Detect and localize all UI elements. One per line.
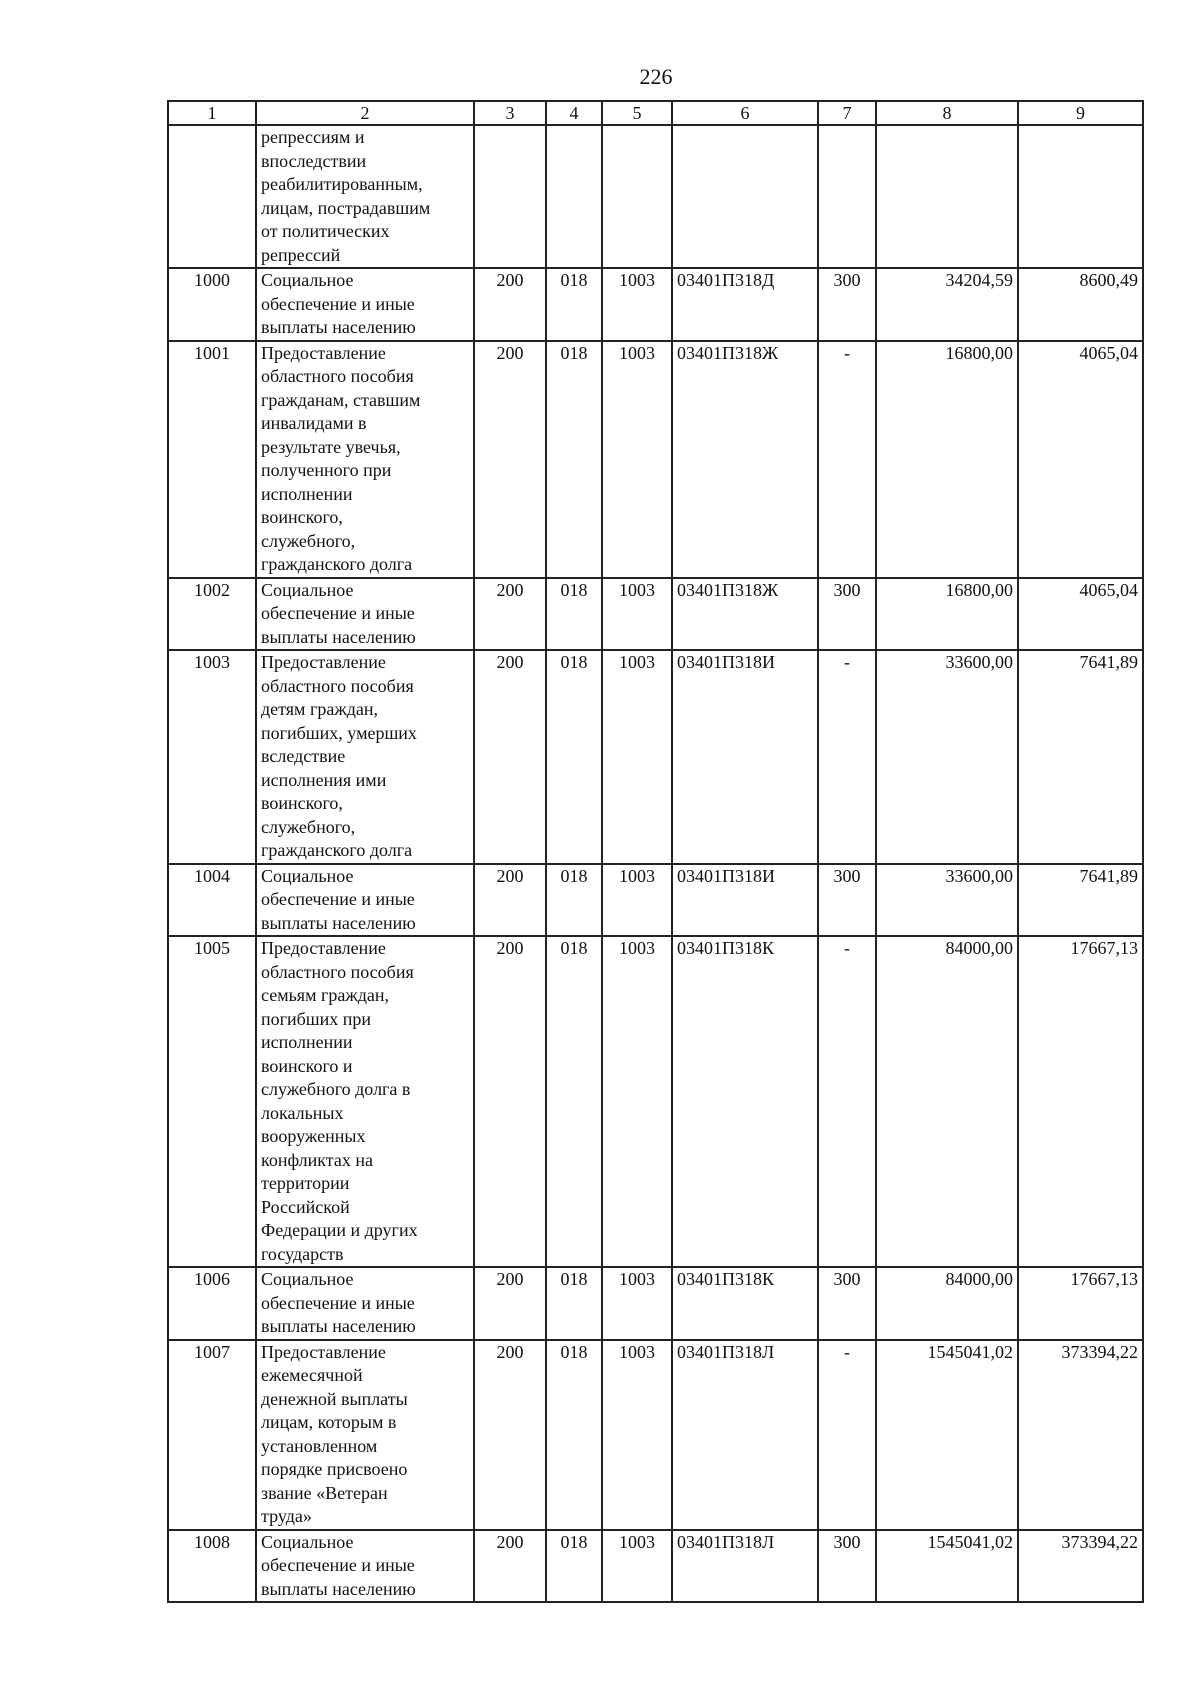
table-row — [168, 936, 1143, 1267]
amount-cell: 8600,49 — [1018, 268, 1143, 341]
row-number: 1008 — [168, 1530, 256, 1603]
row-number: 1002 — [168, 578, 256, 651]
column-header: 5 — [602, 101, 672, 125]
column-header: 7 — [818, 101, 876, 125]
row-number: 1007 — [168, 1340, 256, 1530]
code-cell: 200 — [474, 864, 546, 937]
amount-cell: 373394,22 — [1018, 1530, 1143, 1603]
row-number: 1005 — [168, 936, 256, 1267]
target-code-cell: 03401П318Ж — [672, 578, 818, 651]
code-cell: 200 — [474, 936, 546, 1267]
code-cell: 018 — [546, 268, 602, 341]
code-cell: 1003 — [602, 268, 672, 341]
code-cell: 200 — [474, 341, 546, 578]
column-header: 6 — [672, 101, 818, 125]
amount-cell: 373394,22 — [1018, 1340, 1143, 1530]
amount-cell: 84000,00 — [876, 1267, 1018, 1340]
code-cell: 018 — [546, 1340, 602, 1530]
table-row — [168, 1267, 1143, 1340]
target-code-cell: 03401П318И — [672, 864, 818, 937]
expense-type-cell: - — [818, 650, 876, 864]
code-cell: 1003 — [602, 578, 672, 651]
code-cell: 200 — [474, 1340, 546, 1530]
amount-cell — [876, 125, 1018, 268]
column-header: 3 — [474, 101, 546, 125]
amount-cell: 1545041,02 — [876, 1530, 1018, 1603]
code-cell: 018 — [546, 578, 602, 651]
code-cell: 018 — [546, 1267, 602, 1340]
code-cell: 200 — [474, 268, 546, 341]
code-cell: 1003 — [602, 1267, 672, 1340]
amount-cell: 16800,00 — [876, 578, 1018, 651]
budget-table — [167, 100, 1144, 1603]
description-cell: Социальное обеспечение и иные выплаты населению — [256, 1267, 474, 1340]
code-cell: 1003 — [602, 936, 672, 1267]
code-cell: 018 — [546, 1530, 602, 1603]
amount-cell — [1018, 125, 1143, 268]
target-code-cell: 03401П318К — [672, 1267, 818, 1340]
amount-cell: 7641,89 — [1018, 864, 1143, 937]
table-row — [168, 864, 1143, 937]
description-cell: Социальное обеспечение и иные выплаты населению — [256, 268, 474, 341]
code-cell: 018 — [546, 650, 602, 864]
amount-cell: 1545041,02 — [876, 1340, 1018, 1530]
column-header: 1 — [168, 101, 256, 125]
table-row — [168, 341, 1143, 578]
expense-type-cell: 300 — [818, 578, 876, 651]
code-cell: 200 — [474, 1530, 546, 1603]
row-number: 1003 — [168, 650, 256, 864]
row-number: 1001 — [168, 341, 256, 578]
expense-type-cell: - — [818, 936, 876, 1267]
amount-cell: 4065,04 — [1018, 578, 1143, 651]
row-number — [168, 125, 256, 268]
target-code-cell: 03401П318К — [672, 936, 818, 1267]
row-number: 1004 — [168, 864, 256, 937]
description-cell: Предоставление областного пособия детям граждан, погибших, умерших вследствие исполнения ими воинского, служебного, гражданского долга — [256, 650, 474, 864]
amount-cell: 4065,04 — [1018, 341, 1143, 578]
code-cell: 018 — [546, 936, 602, 1267]
target-code-cell: 03401П318Л — [672, 1530, 818, 1603]
column-header: 8 — [876, 101, 1018, 125]
table-row — [168, 1340, 1143, 1530]
expense-type-cell: 300 — [818, 1530, 876, 1603]
description-cell: Социальное обеспечение и иные выплаты населению — [256, 1530, 474, 1603]
expense-type-cell: 300 — [818, 268, 876, 341]
code-cell: 1003 — [602, 1340, 672, 1530]
row-number: 1006 — [168, 1267, 256, 1340]
amount-cell: 33600,00 — [876, 650, 1018, 864]
amount-cell: 16800,00 — [876, 341, 1018, 578]
table-body — [168, 125, 1143, 1602]
amount-cell: 34204,59 — [876, 268, 1018, 341]
amount-cell: 7641,89 — [1018, 650, 1143, 864]
description-cell: репрессиям и впоследствии реабилитированным, лицам, пострадавшим от политических репрессий — [256, 125, 474, 268]
expense-type-cell: 300 — [818, 1267, 876, 1340]
expense-type-cell — [818, 125, 876, 268]
table-row — [168, 650, 1143, 864]
code-cell: 1003 — [602, 864, 672, 937]
code-cell: 018 — [546, 341, 602, 578]
amount-cell: 17667,13 — [1018, 1267, 1143, 1340]
expense-type-cell: 300 — [818, 864, 876, 937]
code-cell: 1003 — [602, 650, 672, 864]
target-code-cell: 03401П318Ж — [672, 341, 818, 578]
expense-type-cell: - — [818, 1340, 876, 1530]
amount-cell: 33600,00 — [876, 864, 1018, 937]
description-cell: Предоставление ежемесячной денежной выплаты лицам, которым в установленном порядке присвоено звание «Ветеран труда» — [256, 1340, 474, 1530]
table-row — [168, 578, 1143, 651]
page-number: 226 — [639, 64, 673, 89]
header-row — [168, 101, 1143, 125]
description-cell: Предоставление областного пособия семьям граждан, погибших при исполнении воинского и служебного долга в локальных вооруженных конфликтах на территории Российской Федерации и других государств — [256, 936, 474, 1267]
table-row — [168, 1530, 1143, 1603]
column-header: 4 — [546, 101, 602, 125]
code-cell: 1003 — [602, 1530, 672, 1603]
description-cell: Социальное обеспечение и иные выплаты населению — [256, 864, 474, 937]
code-cell: 200 — [474, 650, 546, 864]
column-header: 2 — [256, 101, 474, 125]
target-code-cell: 03401П318Д — [672, 268, 818, 341]
amount-cell: 84000,00 — [876, 936, 1018, 1267]
code-cell: 200 — [474, 1267, 546, 1340]
table-row — [168, 268, 1143, 341]
target-code-cell: 03401П318Л — [672, 1340, 818, 1530]
code-cell: 200 — [474, 578, 546, 651]
code-cell — [546, 125, 602, 268]
column-header: 9 — [1018, 101, 1143, 125]
code-cell — [474, 125, 546, 268]
table-row — [168, 125, 1143, 268]
code-cell: 1003 — [602, 341, 672, 578]
code-cell: 018 — [546, 864, 602, 937]
amount-cell: 17667,13 — [1018, 936, 1143, 1267]
description-cell: Социальное обеспечение и иные выплаты населению — [256, 578, 474, 651]
target-code-cell: 03401П318И — [672, 650, 818, 864]
target-code-cell — [672, 125, 818, 268]
row-number: 1000 — [168, 268, 256, 341]
description-cell: Предоставление областного пособия гражданам, ставшим инвалидами в результате увечья, полученного при исполнении воинского, служебного, гражданского долга — [256, 341, 474, 578]
expense-type-cell: - — [818, 341, 876, 578]
code-cell — [602, 125, 672, 268]
